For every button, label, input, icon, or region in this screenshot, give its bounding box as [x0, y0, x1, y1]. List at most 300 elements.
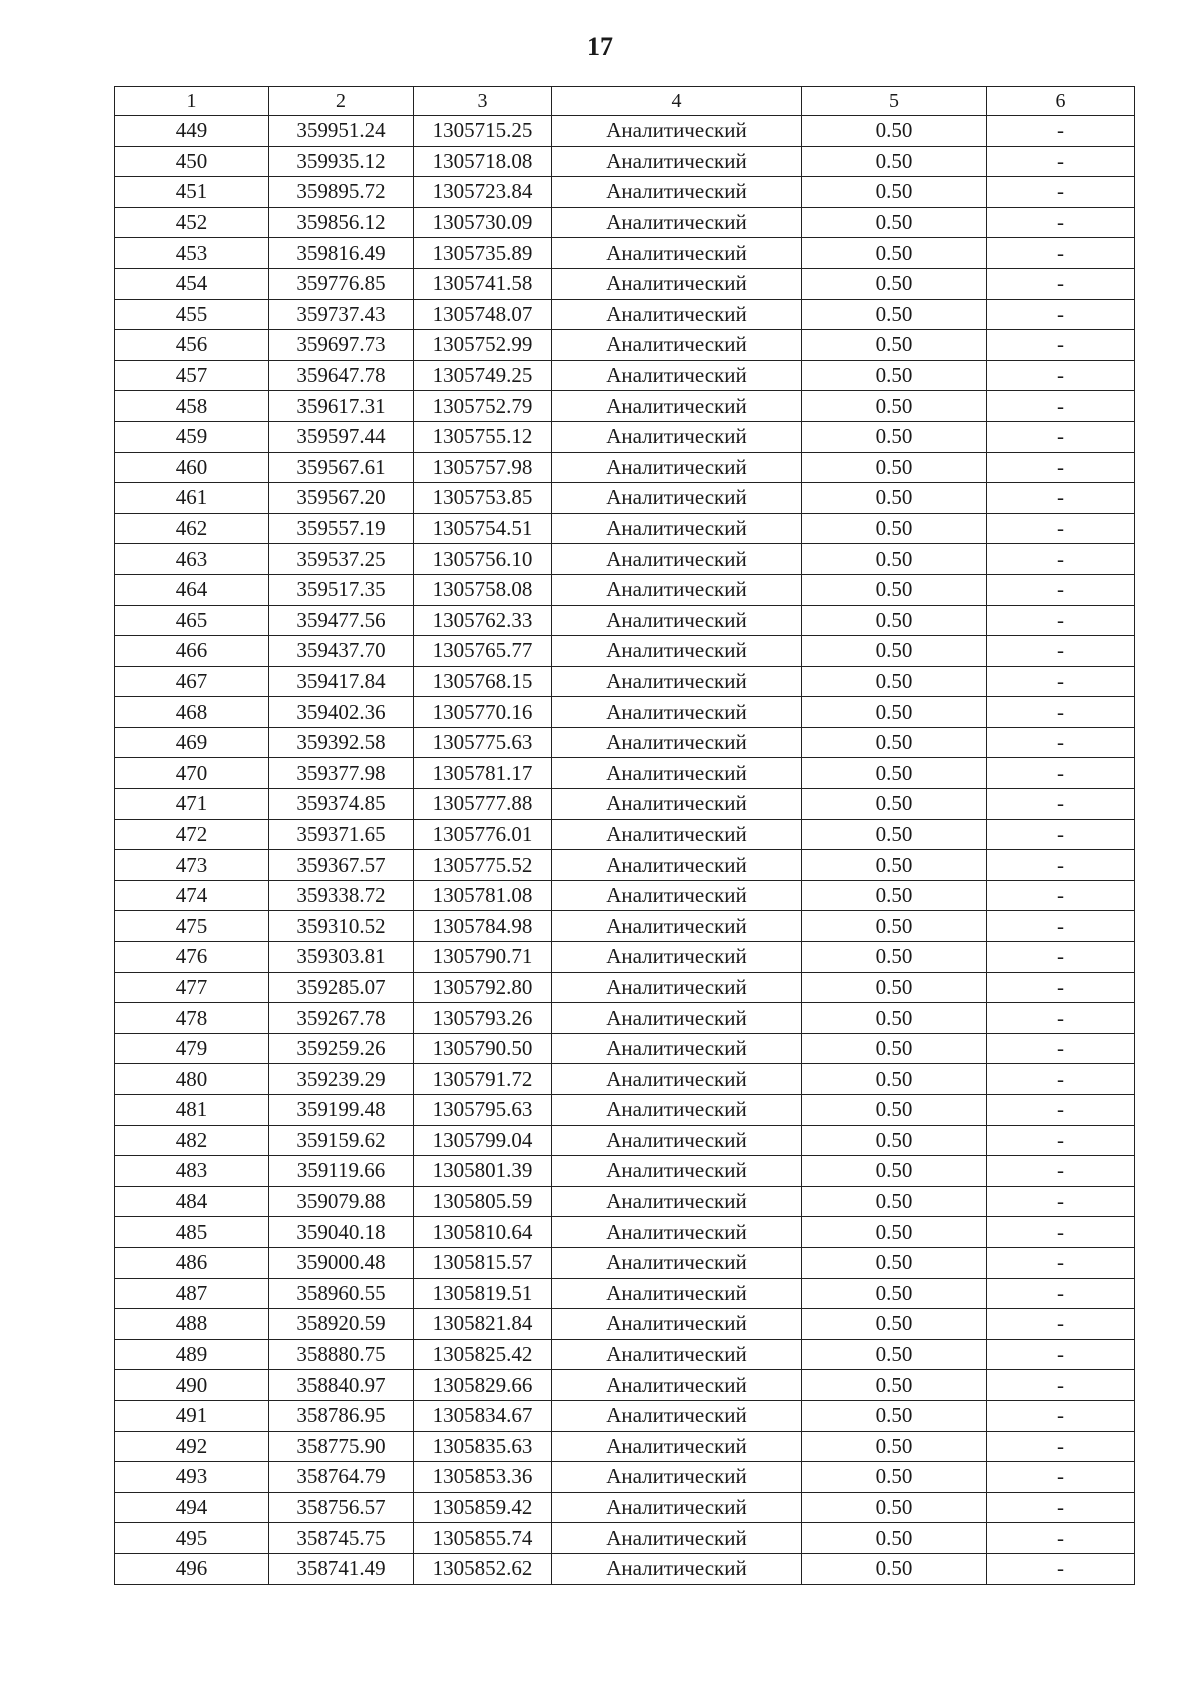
- cell-method: Аналитический: [552, 299, 802, 330]
- cell-method: Аналитический: [552, 666, 802, 697]
- cell-y-coordinate: 1305758.08: [414, 574, 552, 605]
- cell-y-coordinate: 1305781.17: [414, 758, 552, 789]
- cell-method: Аналитический: [552, 972, 802, 1003]
- table-row: [115, 116, 1135, 147]
- cell-y-coordinate: 1305835.63: [414, 1431, 552, 1462]
- cell-method: Аналитический: [552, 1033, 802, 1064]
- cell-method: Аналитический: [552, 942, 802, 973]
- cell-y-coordinate: 1305852.62: [414, 1553, 552, 1584]
- cell-point-number: 477: [115, 972, 269, 1003]
- cell-point-number: 479: [115, 1033, 269, 1064]
- cell-y-coordinate: 1305755.12: [414, 421, 552, 452]
- cell-note: -: [987, 1186, 1135, 1217]
- table-row: [115, 452, 1135, 483]
- cell-accuracy: 0.50: [802, 911, 987, 942]
- cell-note: -: [987, 880, 1135, 911]
- cell-y-coordinate: 1305815.57: [414, 1247, 552, 1278]
- table-row: [115, 911, 1135, 942]
- cell-method: Аналитический: [552, 574, 802, 605]
- cell-method: Аналитический: [552, 1339, 802, 1370]
- cell-x-coordinate: 359259.26: [269, 1033, 414, 1064]
- cell-note: -: [987, 1125, 1135, 1156]
- cell-y-coordinate: 1305776.01: [414, 819, 552, 850]
- cell-point-number: 492: [115, 1431, 269, 1462]
- cell-note: -: [987, 1156, 1135, 1187]
- cell-point-number: 452: [115, 207, 269, 238]
- cell-method: Аналитический: [552, 1064, 802, 1095]
- table-row: [115, 1492, 1135, 1523]
- table-row: [115, 146, 1135, 177]
- cell-method: Аналитический: [552, 1186, 802, 1217]
- cell-y-coordinate: 1305715.25: [414, 116, 552, 147]
- cell-method: Аналитический: [552, 697, 802, 728]
- table-row: [115, 1003, 1135, 1034]
- cell-note: -: [987, 330, 1135, 361]
- cell-accuracy: 0.50: [802, 758, 987, 789]
- cell-point-number: 455: [115, 299, 269, 330]
- cell-y-coordinate: 1305735.89: [414, 238, 552, 269]
- cell-point-number: 487: [115, 1278, 269, 1309]
- cell-accuracy: 0.50: [802, 972, 987, 1003]
- cell-point-number: 488: [115, 1309, 269, 1340]
- cell-y-coordinate: 1305741.58: [414, 268, 552, 299]
- cell-note: -: [987, 574, 1135, 605]
- cell-note: -: [987, 666, 1135, 697]
- table-row: [115, 1309, 1135, 1340]
- cell-note: -: [987, 146, 1135, 177]
- cell-method: Аналитический: [552, 1492, 802, 1523]
- cell-x-coordinate: 359856.12: [269, 207, 414, 238]
- cell-method: Аналитический: [552, 1400, 802, 1431]
- cell-method: Аналитический: [552, 911, 802, 942]
- cell-note: -: [987, 1462, 1135, 1493]
- cell-method: Аналитический: [552, 1553, 802, 1584]
- cell-point-number: 493: [115, 1462, 269, 1493]
- cell-x-coordinate: 359816.49: [269, 238, 414, 269]
- table-row: [115, 268, 1135, 299]
- cell-accuracy: 0.50: [802, 391, 987, 422]
- table-row: [115, 238, 1135, 269]
- cell-x-coordinate: 359567.20: [269, 483, 414, 514]
- cell-y-coordinate: 1305801.39: [414, 1156, 552, 1187]
- table-row: [115, 758, 1135, 789]
- cell-y-coordinate: 1305749.25: [414, 360, 552, 391]
- table-row: [115, 789, 1135, 820]
- cell-x-coordinate: 359367.57: [269, 850, 414, 881]
- cell-method: Аналитический: [552, 1431, 802, 1462]
- cell-note: -: [987, 758, 1135, 789]
- cell-method: Аналитический: [552, 452, 802, 483]
- cell-method: Аналитический: [552, 238, 802, 269]
- table-row: [115, 1217, 1135, 1248]
- cell-accuracy: 0.50: [802, 880, 987, 911]
- cell-accuracy: 0.50: [802, 1309, 987, 1340]
- cell-x-coordinate: 358960.55: [269, 1278, 414, 1309]
- cell-point-number: 456: [115, 330, 269, 361]
- cell-x-coordinate: 359285.07: [269, 972, 414, 1003]
- cell-note: -: [987, 177, 1135, 208]
- cell-y-coordinate: 1305770.16: [414, 697, 552, 728]
- cell-note: -: [987, 421, 1135, 452]
- table-row: [115, 299, 1135, 330]
- cell-accuracy: 0.50: [802, 574, 987, 605]
- cell-method: Аналитический: [552, 483, 802, 514]
- cell-note: -: [987, 1553, 1135, 1584]
- table-header-row: [115, 87, 1135, 116]
- cell-x-coordinate: 359377.98: [269, 758, 414, 789]
- cell-method: Аналитический: [552, 605, 802, 636]
- cell-y-coordinate: 1305834.67: [414, 1400, 552, 1431]
- cell-x-coordinate: 359437.70: [269, 636, 414, 667]
- cell-y-coordinate: 1305762.33: [414, 605, 552, 636]
- cell-x-coordinate: 359951.24: [269, 116, 414, 147]
- cell-point-number: 483: [115, 1156, 269, 1187]
- cell-note: -: [987, 1492, 1135, 1523]
- cell-method: Аналитический: [552, 391, 802, 422]
- cell-note: -: [987, 605, 1135, 636]
- table-row: [115, 1370, 1135, 1401]
- table-row: [115, 1400, 1135, 1431]
- table-row: [115, 1186, 1135, 1217]
- cell-x-coordinate: 359310.52: [269, 911, 414, 942]
- cell-point-number: 481: [115, 1095, 269, 1126]
- cell-y-coordinate: 1305792.80: [414, 972, 552, 1003]
- cell-point-number: 469: [115, 727, 269, 758]
- cell-accuracy: 0.50: [802, 421, 987, 452]
- cell-note: -: [987, 391, 1135, 422]
- cell-method: Аналитический: [552, 146, 802, 177]
- cell-method: Аналитический: [552, 330, 802, 361]
- cell-point-number: 476: [115, 942, 269, 973]
- cell-y-coordinate: 1305781.08: [414, 880, 552, 911]
- cell-y-coordinate: 1305855.74: [414, 1523, 552, 1554]
- cell-point-number: 491: [115, 1400, 269, 1431]
- table-row: [115, 330, 1135, 361]
- cell-y-coordinate: 1305853.36: [414, 1462, 552, 1493]
- cell-point-number: 484: [115, 1186, 269, 1217]
- cell-note: -: [987, 1064, 1135, 1095]
- cell-y-coordinate: 1305799.04: [414, 1125, 552, 1156]
- cell-x-coordinate: 359567.61: [269, 452, 414, 483]
- cell-accuracy: 0.50: [802, 1523, 987, 1554]
- cell-note: -: [987, 1431, 1135, 1462]
- cell-accuracy: 0.50: [802, 789, 987, 820]
- cell-method: Аналитический: [552, 636, 802, 667]
- table-body: [115, 116, 1135, 1585]
- cell-method: Аналитический: [552, 1003, 802, 1034]
- cell-y-coordinate: 1305790.50: [414, 1033, 552, 1064]
- cell-note: -: [987, 1033, 1135, 1064]
- cell-x-coordinate: 359557.19: [269, 513, 414, 544]
- cell-x-coordinate: 358745.75: [269, 1523, 414, 1554]
- table-row: [115, 1125, 1135, 1156]
- cell-method: Аналитический: [552, 1462, 802, 1493]
- cell-y-coordinate: 1305790.71: [414, 942, 552, 973]
- cell-accuracy: 0.50: [802, 1033, 987, 1064]
- cell-y-coordinate: 1305752.79: [414, 391, 552, 422]
- cell-accuracy: 0.50: [802, 513, 987, 544]
- table-row: [115, 1553, 1135, 1584]
- table-row: [115, 850, 1135, 881]
- cell-method: Аналитический: [552, 1156, 802, 1187]
- table-row: [115, 391, 1135, 422]
- cell-note: -: [987, 513, 1135, 544]
- cell-point-number: 464: [115, 574, 269, 605]
- cell-note: -: [987, 207, 1135, 238]
- table-row: [115, 574, 1135, 605]
- cell-note: -: [987, 1003, 1135, 1034]
- cell-method: Аналитический: [552, 513, 802, 544]
- cell-method: Аналитический: [552, 268, 802, 299]
- cell-note: -: [987, 544, 1135, 575]
- table-row: [115, 605, 1135, 636]
- cell-note: -: [987, 1095, 1135, 1126]
- table-row: [115, 544, 1135, 575]
- cell-point-number: 495: [115, 1523, 269, 1554]
- header-col-4: 4: [552, 87, 802, 116]
- table-row: [115, 972, 1135, 1003]
- cell-y-coordinate: 1305829.66: [414, 1370, 552, 1401]
- cell-point-number: 496: [115, 1553, 269, 1584]
- cell-y-coordinate: 1305810.64: [414, 1217, 552, 1248]
- cell-method: Аналитический: [552, 758, 802, 789]
- cell-point-number: 462: [115, 513, 269, 544]
- cell-accuracy: 0.50: [802, 1553, 987, 1584]
- cell-x-coordinate: 358786.95: [269, 1400, 414, 1431]
- cell-point-number: 463: [115, 544, 269, 575]
- cell-note: -: [987, 360, 1135, 391]
- cell-accuracy: 0.50: [802, 1492, 987, 1523]
- cell-accuracy: 0.50: [802, 1095, 987, 1126]
- cell-method: Аналитический: [552, 850, 802, 881]
- cell-accuracy: 0.50: [802, 636, 987, 667]
- cell-accuracy: 0.50: [802, 299, 987, 330]
- cell-accuracy: 0.50: [802, 942, 987, 973]
- cell-y-coordinate: 1305723.84: [414, 177, 552, 208]
- cell-accuracy: 0.50: [802, 1462, 987, 1493]
- cell-x-coordinate: 358741.49: [269, 1553, 414, 1584]
- cell-x-coordinate: 359402.36: [269, 697, 414, 728]
- cell-note: -: [987, 911, 1135, 942]
- cell-y-coordinate: 1305825.42: [414, 1339, 552, 1370]
- cell-method: Аналитический: [552, 1523, 802, 1554]
- cell-point-number: 461: [115, 483, 269, 514]
- cell-y-coordinate: 1305718.08: [414, 146, 552, 177]
- cell-accuracy: 0.50: [802, 727, 987, 758]
- cell-point-number: 454: [115, 268, 269, 299]
- cell-point-number: 486: [115, 1247, 269, 1278]
- table-row: [115, 1462, 1135, 1493]
- table-row: [115, 1247, 1135, 1278]
- cell-x-coordinate: 359477.56: [269, 605, 414, 636]
- cell-accuracy: 0.50: [802, 116, 987, 147]
- cell-x-coordinate: 359392.58: [269, 727, 414, 758]
- cell-point-number: 467: [115, 666, 269, 697]
- table-row: [115, 666, 1135, 697]
- cell-x-coordinate: 359040.18: [269, 1217, 414, 1248]
- cell-accuracy: 0.50: [802, 146, 987, 177]
- cell-note: -: [987, 299, 1135, 330]
- cell-x-coordinate: 358840.97: [269, 1370, 414, 1401]
- cell-x-coordinate: 359371.65: [269, 819, 414, 850]
- cell-note: -: [987, 942, 1135, 973]
- cell-method: Аналитический: [552, 177, 802, 208]
- table-row: [115, 207, 1135, 238]
- cell-x-coordinate: 359537.25: [269, 544, 414, 575]
- table-row: [115, 1033, 1135, 1064]
- cell-point-number: 474: [115, 880, 269, 911]
- cell-note: -: [987, 1400, 1135, 1431]
- cell-accuracy: 0.50: [802, 207, 987, 238]
- table-row: [115, 177, 1135, 208]
- cell-point-number: 475: [115, 911, 269, 942]
- cell-method: Аналитический: [552, 544, 802, 575]
- cell-note: -: [987, 636, 1135, 667]
- cell-point-number: 459: [115, 421, 269, 452]
- cell-accuracy: 0.50: [802, 666, 987, 697]
- cell-y-coordinate: 1305765.77: [414, 636, 552, 667]
- cell-y-coordinate: 1305730.09: [414, 207, 552, 238]
- cell-note: -: [987, 1278, 1135, 1309]
- table-row: [115, 1064, 1135, 1095]
- cell-x-coordinate: 359517.35: [269, 574, 414, 605]
- table-row: [115, 819, 1135, 850]
- cell-point-number: 468: [115, 697, 269, 728]
- cell-point-number: 489: [115, 1339, 269, 1370]
- cell-x-coordinate: 359119.66: [269, 1156, 414, 1187]
- table-row: [115, 942, 1135, 973]
- cell-note: -: [987, 1370, 1135, 1401]
- table-row: [115, 636, 1135, 667]
- cell-method: Аналитический: [552, 819, 802, 850]
- cell-y-coordinate: 1305793.26: [414, 1003, 552, 1034]
- cell-point-number: 490: [115, 1370, 269, 1401]
- cell-x-coordinate: 359079.88: [269, 1186, 414, 1217]
- table-row: [115, 1156, 1135, 1187]
- cell-accuracy: 0.50: [802, 360, 987, 391]
- cell-y-coordinate: 1305756.10: [414, 544, 552, 575]
- cell-accuracy: 0.50: [802, 1064, 987, 1095]
- cell-y-coordinate: 1305775.52: [414, 850, 552, 881]
- cell-x-coordinate: 359239.29: [269, 1064, 414, 1095]
- table-row: [115, 1431, 1135, 1462]
- table-row: [115, 1523, 1135, 1554]
- cell-accuracy: 0.50: [802, 1400, 987, 1431]
- coordinates-table: [114, 86, 1135, 1585]
- cell-note: -: [987, 789, 1135, 820]
- cell-x-coordinate: 359895.72: [269, 177, 414, 208]
- cell-note: -: [987, 1523, 1135, 1554]
- cell-point-number: 457: [115, 360, 269, 391]
- cell-y-coordinate: 1305768.15: [414, 666, 552, 697]
- table-row: [115, 483, 1135, 514]
- cell-note: -: [987, 697, 1135, 728]
- cell-note: -: [987, 1339, 1135, 1370]
- cell-accuracy: 0.50: [802, 1278, 987, 1309]
- cell-method: Аналитический: [552, 880, 802, 911]
- cell-accuracy: 0.50: [802, 1247, 987, 1278]
- table-row: [115, 880, 1135, 911]
- cell-y-coordinate: 1305821.84: [414, 1309, 552, 1340]
- cell-accuracy: 0.50: [802, 605, 987, 636]
- cell-note: -: [987, 116, 1135, 147]
- cell-method: Аналитический: [552, 1217, 802, 1248]
- cell-point-number: 480: [115, 1064, 269, 1095]
- cell-accuracy: 0.50: [802, 452, 987, 483]
- cell-y-coordinate: 1305748.07: [414, 299, 552, 330]
- cell-method: Аналитический: [552, 1309, 802, 1340]
- cell-x-coordinate: 359159.62: [269, 1125, 414, 1156]
- cell-x-coordinate: 359267.78: [269, 1003, 414, 1034]
- cell-method: Аналитический: [552, 1247, 802, 1278]
- cell-x-coordinate: 359647.78: [269, 360, 414, 391]
- cell-method: Аналитический: [552, 727, 802, 758]
- cell-accuracy: 0.50: [802, 850, 987, 881]
- cell-point-number: 460: [115, 452, 269, 483]
- cell-accuracy: 0.50: [802, 330, 987, 361]
- cell-accuracy: 0.50: [802, 483, 987, 514]
- cell-note: -: [987, 972, 1135, 1003]
- cell-x-coordinate: 358775.90: [269, 1431, 414, 1462]
- cell-method: Аналитический: [552, 116, 802, 147]
- cell-y-coordinate: 1305752.99: [414, 330, 552, 361]
- cell-point-number: 466: [115, 636, 269, 667]
- cell-method: Аналитический: [552, 1278, 802, 1309]
- cell-y-coordinate: 1305777.88: [414, 789, 552, 820]
- cell-accuracy: 0.50: [802, 1156, 987, 1187]
- cell-x-coordinate: 359737.43: [269, 299, 414, 330]
- cell-point-number: 465: [115, 605, 269, 636]
- cell-point-number: 451: [115, 177, 269, 208]
- cell-x-coordinate: 359776.85: [269, 268, 414, 299]
- cell-x-coordinate: 359374.85: [269, 789, 414, 820]
- cell-y-coordinate: 1305784.98: [414, 911, 552, 942]
- cell-accuracy: 0.50: [802, 268, 987, 299]
- cell-method: Аналитический: [552, 360, 802, 391]
- table-row: [115, 421, 1135, 452]
- cell-accuracy: 0.50: [802, 1431, 987, 1462]
- cell-point-number: 473: [115, 850, 269, 881]
- cell-note: -: [987, 238, 1135, 269]
- cell-point-number: 471: [115, 789, 269, 820]
- cell-accuracy: 0.50: [802, 1339, 987, 1370]
- cell-y-coordinate: 1305753.85: [414, 483, 552, 514]
- cell-accuracy: 0.50: [802, 544, 987, 575]
- cell-method: Аналитический: [552, 789, 802, 820]
- table-row: [115, 1095, 1135, 1126]
- cell-method: Аналитический: [552, 421, 802, 452]
- table-row: [115, 697, 1135, 728]
- cell-accuracy: 0.50: [802, 238, 987, 269]
- cell-method: Аналитический: [552, 1125, 802, 1156]
- table-row: [115, 360, 1135, 391]
- cell-y-coordinate: 1305795.63: [414, 1095, 552, 1126]
- table-row: [115, 513, 1135, 544]
- cell-point-number: 494: [115, 1492, 269, 1523]
- cell-x-coordinate: 359417.84: [269, 666, 414, 697]
- cell-accuracy: 0.50: [802, 1125, 987, 1156]
- cell-accuracy: 0.50: [802, 1370, 987, 1401]
- header-col-1: 1: [115, 87, 269, 116]
- cell-accuracy: 0.50: [802, 1003, 987, 1034]
- cell-x-coordinate: 359338.72: [269, 880, 414, 911]
- cell-point-number: 450: [115, 146, 269, 177]
- cell-note: -: [987, 268, 1135, 299]
- cell-y-coordinate: 1305819.51: [414, 1278, 552, 1309]
- page-number: 17: [587, 32, 613, 61]
- cell-y-coordinate: 1305775.63: [414, 727, 552, 758]
- cell-x-coordinate: 358756.57: [269, 1492, 414, 1523]
